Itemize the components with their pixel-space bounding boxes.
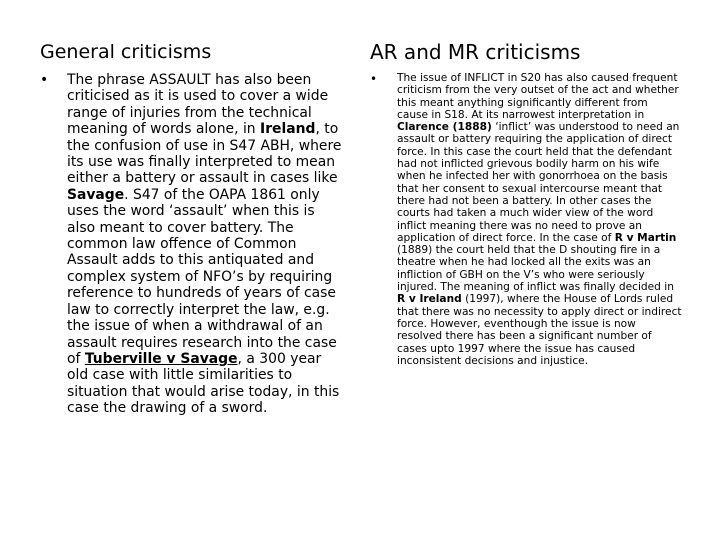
- ar-mr-criticisms-heading: AR and MR criticisms: [370, 40, 581, 64]
- case-name-r-v-martin: R v Martin: [614, 231, 677, 244]
- case-name-tuberville-v-savage: Tuberville v Savage: [84, 350, 238, 367]
- ar-mr-criticisms-column: [370, 40, 682, 367]
- general-criticisms-text: [67, 72, 346, 417]
- general-criticisms-heading: General criticisms: [40, 41, 212, 63]
- case-name-savage: Savage: [67, 186, 125, 203]
- case-name-ireland: Ireland: [260, 121, 316, 138]
- bullet-icon: •: [370, 72, 378, 86]
- text-segment: . S47 of the OAPA 1861 only uses the word ‘assault’ when this is also meant to cover battery. The common law offence of Common Assault adds to this antiquated and complex system of NFO’s by requiring reference to hundreds of years of case law to correctly interpret the law, e.g. the issue of when a withdrawal of an assault requires research into the case of: [67, 186, 337, 367]
- case-name-r-v-ireland: R v Ireland: [397, 293, 462, 306]
- ar-mr-criticisms-bullet: [370, 72, 682, 367]
- bullet-icon: •: [40, 72, 49, 88]
- text-segment: (1997), where the House of Lords ruled that there was no necessity to apply direct or indirect force. However, eventhough the issue is now resolved there has been a significant number of cases upto 1997 where the issue has caused inconsistent decisions and injustice.: [397, 293, 682, 367]
- text-segment: The issue of INFLICT in S20 has also caused frequent criticism from the very outset of the act and whether this meant anything significantly different from cause in S18. At its narrowest interpretation in: [397, 72, 679, 121]
- general-criticisms-column: [40, 40, 346, 417]
- text-segment: (1889) the court held that the D shouting fire in a theatre when he had locked all the exits was an infliction of GBH on the V’s who were seriously injured. The meaning of inflict was finally decided in: [397, 244, 674, 294]
- text-segment: ‘inflict’ was understood to need an assault or battery requiring the application of direct force. In this case the court held that the defendant had not inflicted grievous bodily harm on his wife when he infected her with gonorrhoea on the basis that her consent to sexual intercourse meant that there had not been a battery. In other cases the courts had taken a much wider view of the word inflict meaning there was no need to prove an application of direct force. In the case of: [397, 121, 680, 244]
- general-criticisms-bullet: [40, 72, 346, 417]
- case-name-clarence: Clarence (1888): [397, 121, 492, 134]
- ar-mr-criticisms-text: [397, 72, 682, 367]
- text-segment: The phrase ASSAULT has also been criticised as it is used to cover a wide range of injuries from the technical meaning of words alone, in: [67, 72, 329, 138]
- text-segment: , a 300 year old case with little similarities to situation that would arise today, in this case the drawing of a sword.: [67, 350, 340, 417]
- text-segment: , to the confusion of use in S47 ABH, where its use was finally interpreted to mean either a battery or assault in cases like: [67, 121, 342, 187]
